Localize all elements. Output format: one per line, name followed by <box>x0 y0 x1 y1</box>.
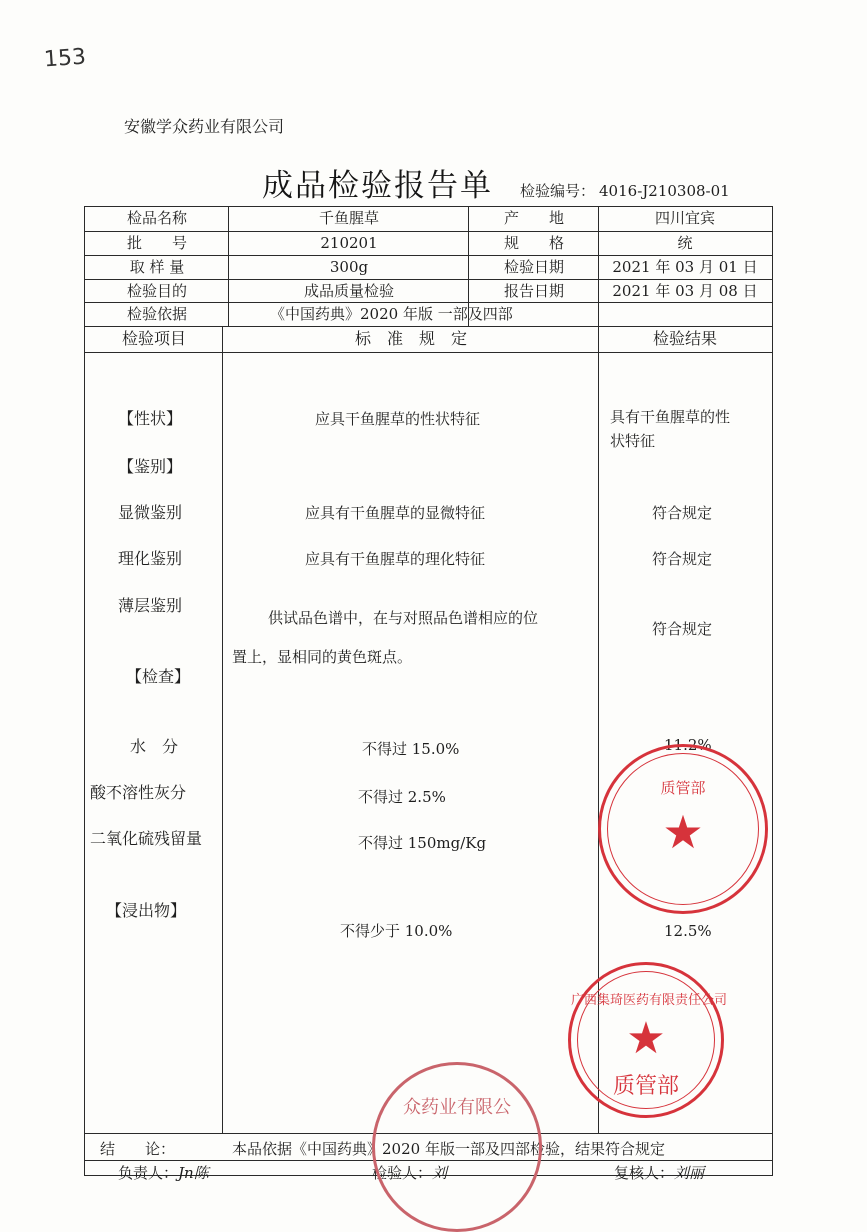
result-characters-line1: 具有干鱼腥草的性 <box>610 408 731 426</box>
conclusion-value: 本品依据《中国药典》2020 年版一部及四部检验，结果符合规定 <box>232 1140 665 1158</box>
col-divider <box>222 326 223 1133</box>
item-physicochemical: 理化鉴别 <box>118 549 183 568</box>
group-qc-stamp <box>568 962 728 1118</box>
header-test-item: 检验项目 <box>121 329 186 348</box>
label-report-date: 报告日期 <box>503 282 564 300</box>
conclusion-label: 结 论： <box>100 1140 176 1158</box>
value-test-basis: 《中国药典》2020 年版 一部及四部 <box>270 305 513 323</box>
star-icon: ★ <box>662 805 704 859</box>
signature-responsible <box>118 1162 209 1183</box>
company-seal <box>372 1062 542 1232</box>
standard-sulfur-dioxide: 不得过 150mg/Kg <box>358 834 487 852</box>
value-report-date: 2021 年 03 月 08 日 <box>612 282 758 300</box>
responsible-label: 负责人： <box>118 1164 179 1182</box>
reviewer-signature: 刘丽 <box>674 1164 705 1182</box>
result-moisture: 11.2% <box>664 736 712 754</box>
reviewer-label: 复核人： <box>614 1164 675 1182</box>
handwritten-page-mark: 153 <box>43 44 87 73</box>
label-origin: 产 地 <box>503 209 564 227</box>
result-extractives: 12.5% <box>664 922 712 940</box>
row-divider <box>84 231 773 232</box>
header-result: 检验结果 <box>652 329 717 348</box>
company-seal-arc-text: 众药业有限公 <box>403 1097 511 1118</box>
label-spec: 规 格 <box>503 234 564 252</box>
result-microscopic: 符合规定 <box>652 504 713 522</box>
star-icon: ★ <box>626 1013 666 1064</box>
document-title: 成品检验报告单 <box>262 168 493 204</box>
standard-microscopic: 应具有干鱼腥草的显微特征 <box>305 504 486 522</box>
label-sample-qty: 取 样 量 <box>129 258 185 276</box>
supplier-stamp-text: 质管部 <box>660 779 706 797</box>
col-divider <box>228 206 229 326</box>
result-characters-line2: 状特征 <box>610 432 656 450</box>
row-divider <box>84 279 773 280</box>
label-test-purpose: 检验目的 <box>126 282 187 300</box>
item-inspection: 【检查】 <box>126 667 191 686</box>
standard-moisture: 不得过 15.0% <box>362 740 460 758</box>
row-divider <box>84 302 773 303</box>
label-batch-no: 批 号 <box>126 234 187 252</box>
row-divider <box>84 352 773 353</box>
group-stamp-arc-text: 广西集琦医药有限责任公司 <box>571 993 728 1008</box>
inspector-label: 检验人： <box>372 1164 433 1182</box>
item-sulfur-dioxide: 二氧化硫残留量 <box>90 829 203 848</box>
item-tlc: 薄层鉴别 <box>118 596 183 615</box>
value-origin: 四川宜宾 <box>654 209 715 227</box>
row-divider <box>84 326 773 327</box>
standard-acid-insoluble-ash: 不得过 2.5% <box>358 788 446 806</box>
standard-physicochemical: 应具有干鱼腥草的理化特征 <box>305 550 486 568</box>
standard-characters: 应具干鱼腥草的性状特征 <box>315 410 481 428</box>
responsible-signature: Jn陈 <box>178 1164 209 1182</box>
item-microscopic: 显微鉴别 <box>118 503 183 522</box>
item-acid-insoluble-ash: 酸不溶性灰分 <box>90 783 187 802</box>
value-test-date: 2021 年 03 月 01 日 <box>612 258 758 276</box>
group-stamp-center-text: 质管部 <box>612 1074 679 1099</box>
item-moisture: 水 分 <box>130 737 179 756</box>
company-name: 安徽学众药业有限公司 <box>124 117 285 136</box>
inspector-signature: 刘 <box>432 1164 448 1182</box>
value-product-name: 千鱼腥草 <box>318 209 379 227</box>
label-test-basis: 检验依据 <box>126 305 187 323</box>
row-divider <box>84 255 773 256</box>
header-standard: 标 准 规 定 <box>354 329 467 348</box>
signature-reviewer <box>614 1162 704 1183</box>
report-number-value: 4016-J210308-01 <box>599 182 730 200</box>
value-batch-no: 210201 <box>320 234 378 252</box>
value-sample-qty: 300g <box>329 258 369 276</box>
supplier-qc-stamp <box>598 744 768 914</box>
standard-tlc-line2: 置上，显相同的黄色斑点。 <box>232 648 413 666</box>
standard-extractives: 不得少于 10.0% <box>340 922 453 940</box>
item-extractives: 【浸出物】 <box>106 901 187 920</box>
item-identification: 【鉴别】 <box>118 457 183 476</box>
result-physicochemical: 符合规定 <box>652 550 713 568</box>
value-test-purpose: 成品质量检验 <box>303 282 394 300</box>
result-tlc: 符合规定 <box>652 620 713 638</box>
report-number <box>520 180 730 201</box>
label-product-name: 检品名称 <box>126 209 187 227</box>
report-number-label: 检验编号： <box>520 182 596 200</box>
item-characters: 【性状】 <box>118 409 183 428</box>
label-test-date: 检验日期 <box>503 258 564 276</box>
value-spec: 统 <box>677 234 693 252</box>
standard-tlc-line1: 供试品色谱中，在与对照品色谱相应的位 <box>268 609 539 627</box>
